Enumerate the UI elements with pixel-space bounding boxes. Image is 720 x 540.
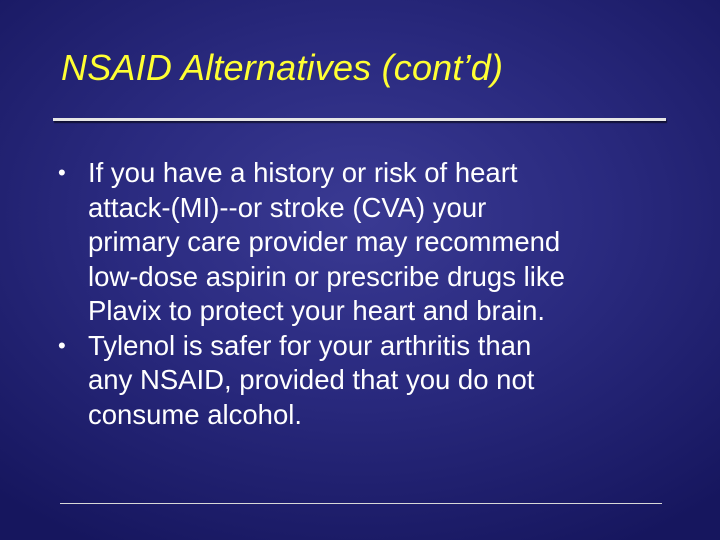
footer-divider <box>60 503 662 504</box>
bullet-text-line: any NSAID, provided that you do not <box>88 364 535 395</box>
bullet-text-line: If you have a history or risk of heart <box>88 157 518 188</box>
title-divider <box>53 118 666 121</box>
bullet-item <box>54 156 674 329</box>
slide-title: NSAID Alternatives (cont’d) <box>61 47 504 88</box>
bullet-list <box>54 156 674 432</box>
bullet-text-line: primary care provider may recommend <box>88 226 561 257</box>
bullet-icon: • <box>58 332 66 358</box>
bullet-item <box>54 329 674 433</box>
bullet-text-line: consume alcohol. <box>88 398 303 430</box>
bullet-icon: • <box>58 160 66 185</box>
bullet-text-line: attack-(MI)--or stroke (CVA) your <box>88 191 487 223</box>
bullet-text-line: Tylenol is safer for your arthritis than <box>88 329 532 361</box>
bullet-text-line: low-dose aspirin or prescribe drugs like <box>88 260 565 292</box>
bullet-text-line: Plavix to protect your heart and brain. <box>88 295 546 326</box>
